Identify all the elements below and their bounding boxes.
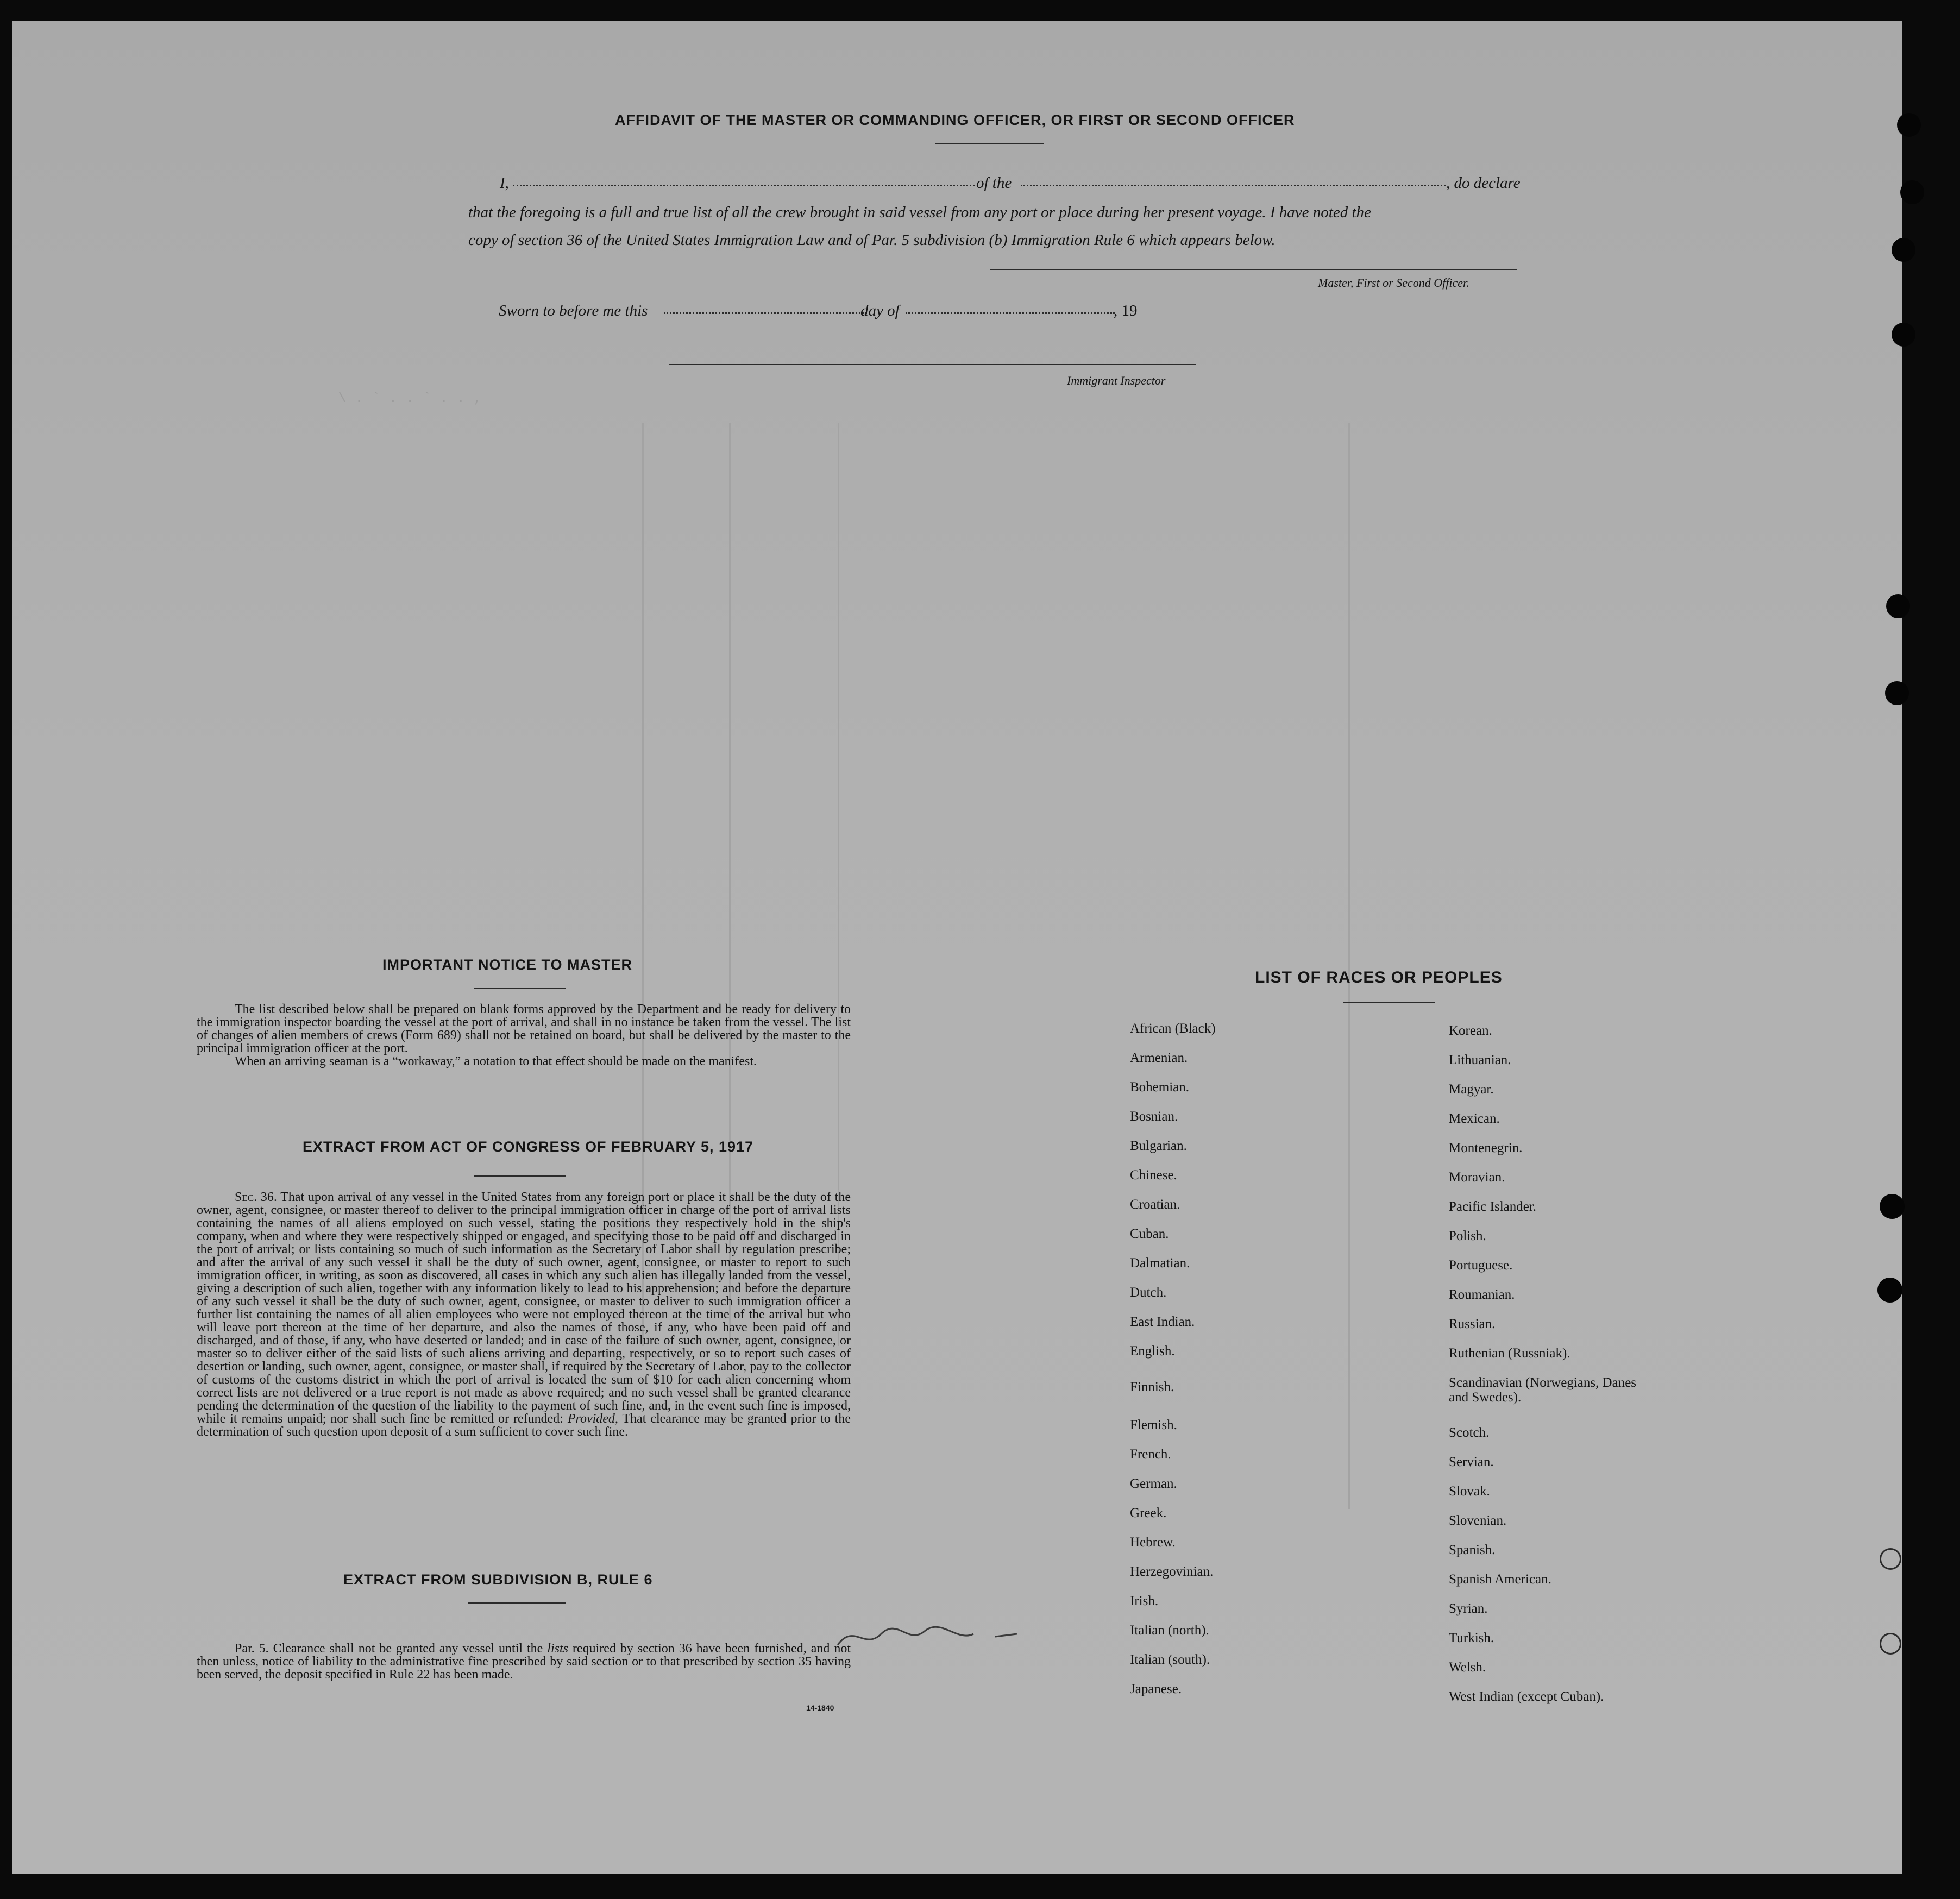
inspector-caption: Immigrant Inspector [1067, 374, 1166, 387]
race-item: West Indian (except Cuban). [1449, 1689, 1604, 1704]
race-item: Dalmatian. [1130, 1256, 1190, 1271]
affidavit-do-declare: , do declare [1446, 174, 1521, 192]
race-item: Lithuanian. [1449, 1053, 1511, 1067]
race-item: Japanese. [1130, 1682, 1182, 1696]
affidavit-body-line-1: that the foregoing is a full and true list of all the crew brought in said vessel from any port or place during her present voyage. I have noted the [468, 204, 1371, 221]
race-item: Magyar. [1449, 1082, 1494, 1097]
race-item: Slovak. [1449, 1484, 1490, 1499]
document-page [12, 21, 1902, 1874]
bleed-through-text: \ . ` . . ` . . , [338, 390, 482, 406]
act-extract-underline [474, 1175, 566, 1177]
vessel-blank-line [1021, 185, 1446, 186]
race-item: English. [1130, 1344, 1175, 1359]
provided-word: Provided, [567, 1412, 618, 1426]
race-item: Welsh. [1449, 1660, 1486, 1675]
race-item: Syrian. [1449, 1601, 1488, 1616]
sworn-day-blank-line [664, 312, 870, 314]
race-item: Bohemian. [1130, 1080, 1190, 1095]
affidavit-title: AFFIDAVIT OF THE MASTER OR COMMANDING OFFICER, OR FIRST OR SECOND OFFICER [615, 112, 1295, 128]
binder-hole [1880, 1548, 1901, 1570]
notice-body [197, 1003, 851, 1068]
section-36-text: That upon arrival of any vessel in the United States from any foreign port or place it shall be the duty of the owner, agent, consignee, or master thereof to deliver to the principal immigration officer in charge of the port of arrival lists containing the names of all aliens employed on such vessel, stating the positions they respectively hold in the ship's company, when and where they were respectively shipped or engaged, and specifying those to be paid off and discharged in the port of arrival; or lists containing so much of such information as the Secretary of Labor shall by regulation prescribe; and after the arrival of any such vessel it shall be the duty of such owner, agent, consignee, or master to report to such immigration officer, in writing, as soon as discovered, all cases in which any such alien has illegally landed from the vessel, giving a description of such alien, together with any information likely to lead to his apprehension; and before the departure of any such vessel it shall be the duty of such owner, agent, consignee, or master to deliver to such immigration officer a further list containing the names of all alien employees who were not employed thereon at the time of the arrival but who will leave port thereon at the time of her departure, and also the names of those, if any, who have been paid off and discharged, and of those, if any, who have deserted or landed; and in case of the failure of such owner, agent, consignee, or master so to deliver either of the said lists of such aliens arriving and departing, respectively, or so to report such cases of desertion or landing, such owner, agent, consignee, or master shall, if required by the Secretary of Labor, pay to the collector of customs of the customs district in which the port of arrival is located the sum of $10 for each alien concerning whom correct lists are not delivered or a true report is not made as above required; and no such vessel shall be granted clearance pending the determination of the question of the liability to the payment of such fine, and, in the event such fine is imposed, while it remains unpaid; nor shall such fine be remitted or refunded: [197, 1190, 851, 1426]
races-left-column [1130, 1021, 1216, 1711]
race-item: Irish. [1130, 1594, 1159, 1608]
race-item: Hebrew. [1130, 1535, 1176, 1550]
race-item: Spanish American. [1449, 1572, 1551, 1587]
race-item: Italian (north). [1130, 1623, 1209, 1638]
rule-extract-title: EXTRACT FROM SUBDIVISION B, RULE 6 [343, 1571, 653, 1588]
race-item: Herzegovinian. [1130, 1564, 1214, 1579]
race-item: Servian. [1449, 1455, 1494, 1469]
year-prefix: , 19 [1114, 302, 1138, 319]
race-item: Flemish. [1130, 1418, 1177, 1432]
binder-hole [1885, 681, 1909, 705]
sworn-label: Sworn to before me this [499, 302, 648, 319]
race-item: Roumanian. [1449, 1287, 1515, 1302]
inspector-signature-line [669, 364, 1196, 365]
binder-hole [1880, 1633, 1901, 1655]
binder-hole [1880, 1194, 1905, 1219]
binder-hole [1892, 323, 1915, 347]
race-item: Greek. [1130, 1506, 1167, 1520]
race-item: Scandinavian (Norwegians, Danes and Swedes). [1449, 1375, 1637, 1405]
notice-title-underline [474, 988, 566, 989]
notice-paragraph-1: The list described below shall be prepared on blank forms approved by the Department and be ready for delivery to the immigration inspector boarding the vessel at the port of arrival, and shall in no instance be taken from the vessel. The list of changes of alien members of crews (Form 689) shall not be retained on board, but shall be delivered by the master to the principal immigration officer at the port. [197, 1002, 851, 1055]
binder-hole [1877, 1278, 1902, 1303]
races-title: LIST OF RACES OR PEOPLES [1255, 969, 1503, 986]
day-of-label: day of [860, 302, 900, 319]
handwritten-scribble [832, 1612, 1039, 1661]
race-item: Montenegrin. [1449, 1141, 1523, 1155]
binder-hole [1900, 180, 1924, 204]
binder-hole [1892, 238, 1915, 262]
sworn-month-blank-line [906, 312, 1115, 314]
race-item: Pacific Islander. [1449, 1199, 1537, 1214]
race-item: Italian (south). [1130, 1652, 1210, 1667]
race-item: Turkish. [1449, 1631, 1494, 1645]
notice-title: IMPORTANT NOTICE TO MASTER [382, 957, 632, 973]
affidavit-of-the: of the [976, 174, 1012, 192]
affidavit-line-i: I, [500, 174, 509, 192]
race-item: Dutch. [1130, 1285, 1167, 1300]
race-item: Moravian. [1449, 1170, 1505, 1185]
race-item: Korean. [1449, 1023, 1492, 1038]
races-title-underline [1343, 1002, 1435, 1003]
rule-text-end: required by section 36 have been furnished, and not then unless, notice of liability to the administrative fine prescribed by said section or to that prescribed by section 35 having been served, the deposit specified in Rule 22 has been made. [197, 1642, 851, 1682]
act-extract-body [197, 1191, 851, 1438]
race-item: Bosnian. [1130, 1109, 1178, 1124]
race-item: Ruthenian (Russniak). [1449, 1346, 1570, 1361]
race-item: Bulgarian. [1130, 1139, 1187, 1153]
race-item: Croatian. [1130, 1197, 1180, 1212]
affidavit-title-underline [935, 143, 1044, 144]
race-item: German. [1130, 1476, 1177, 1491]
race-item: Chinese. [1130, 1168, 1177, 1183]
race-item: East Indian. [1130, 1315, 1195, 1329]
notice-paragraph-2: When an arriving seaman is a “workaway,” a notation to that effect should be made on the manifest. [235, 1054, 757, 1068]
bleed-through-rule [1348, 423, 1350, 1509]
race-item: Polish. [1449, 1229, 1486, 1243]
section-label: Sec. 36. [235, 1190, 277, 1204]
race-item: Finnish. [1130, 1380, 1174, 1394]
race-item: French. [1130, 1447, 1171, 1462]
name-blank-line [513, 185, 975, 186]
race-item: Russian. [1449, 1317, 1496, 1331]
race-item: Mexican. [1449, 1111, 1500, 1126]
race-item: Portuguese. [1449, 1258, 1513, 1273]
lists-word: lists [547, 1642, 568, 1656]
rule-text-start: Par. 5. Clearance shall not be granted any vessel until the [235, 1642, 543, 1656]
master-caption: Master, First or Second Officer. [1318, 276, 1469, 290]
race-item: African (Black) [1130, 1021, 1216, 1036]
rule-extract-underline [468, 1602, 566, 1604]
race-item: Slovenian. [1449, 1513, 1507, 1528]
section-36-text-end: That clearance may be granted prior to the determination of such question upon deposit of a sum sufficient to cover such fine. [197, 1412, 851, 1439]
affidavit-body-line-2: copy of section 36 of the United States Immigration Law and of Par. 5 subdivision (b) Immigration Rule 6 which appears below. [468, 231, 1276, 249]
act-extract-title: EXTRACT FROM ACT OF CONGRESS OF FEBRUARY 5, 1917 [303, 1139, 754, 1155]
race-item: Armenian. [1130, 1051, 1188, 1065]
form-number: 14-1840 [806, 1703, 834, 1712]
master-signature-line [990, 269, 1517, 270]
race-item: Scotch. [1449, 1425, 1490, 1440]
binder-hole [1886, 594, 1910, 618]
binder-hole [1897, 113, 1921, 137]
race-item: Cuban. [1130, 1227, 1169, 1241]
race-item: Spanish. [1449, 1543, 1496, 1557]
races-right-column [1449, 1023, 1644, 1719]
rule-extract-body [197, 1642, 851, 1681]
